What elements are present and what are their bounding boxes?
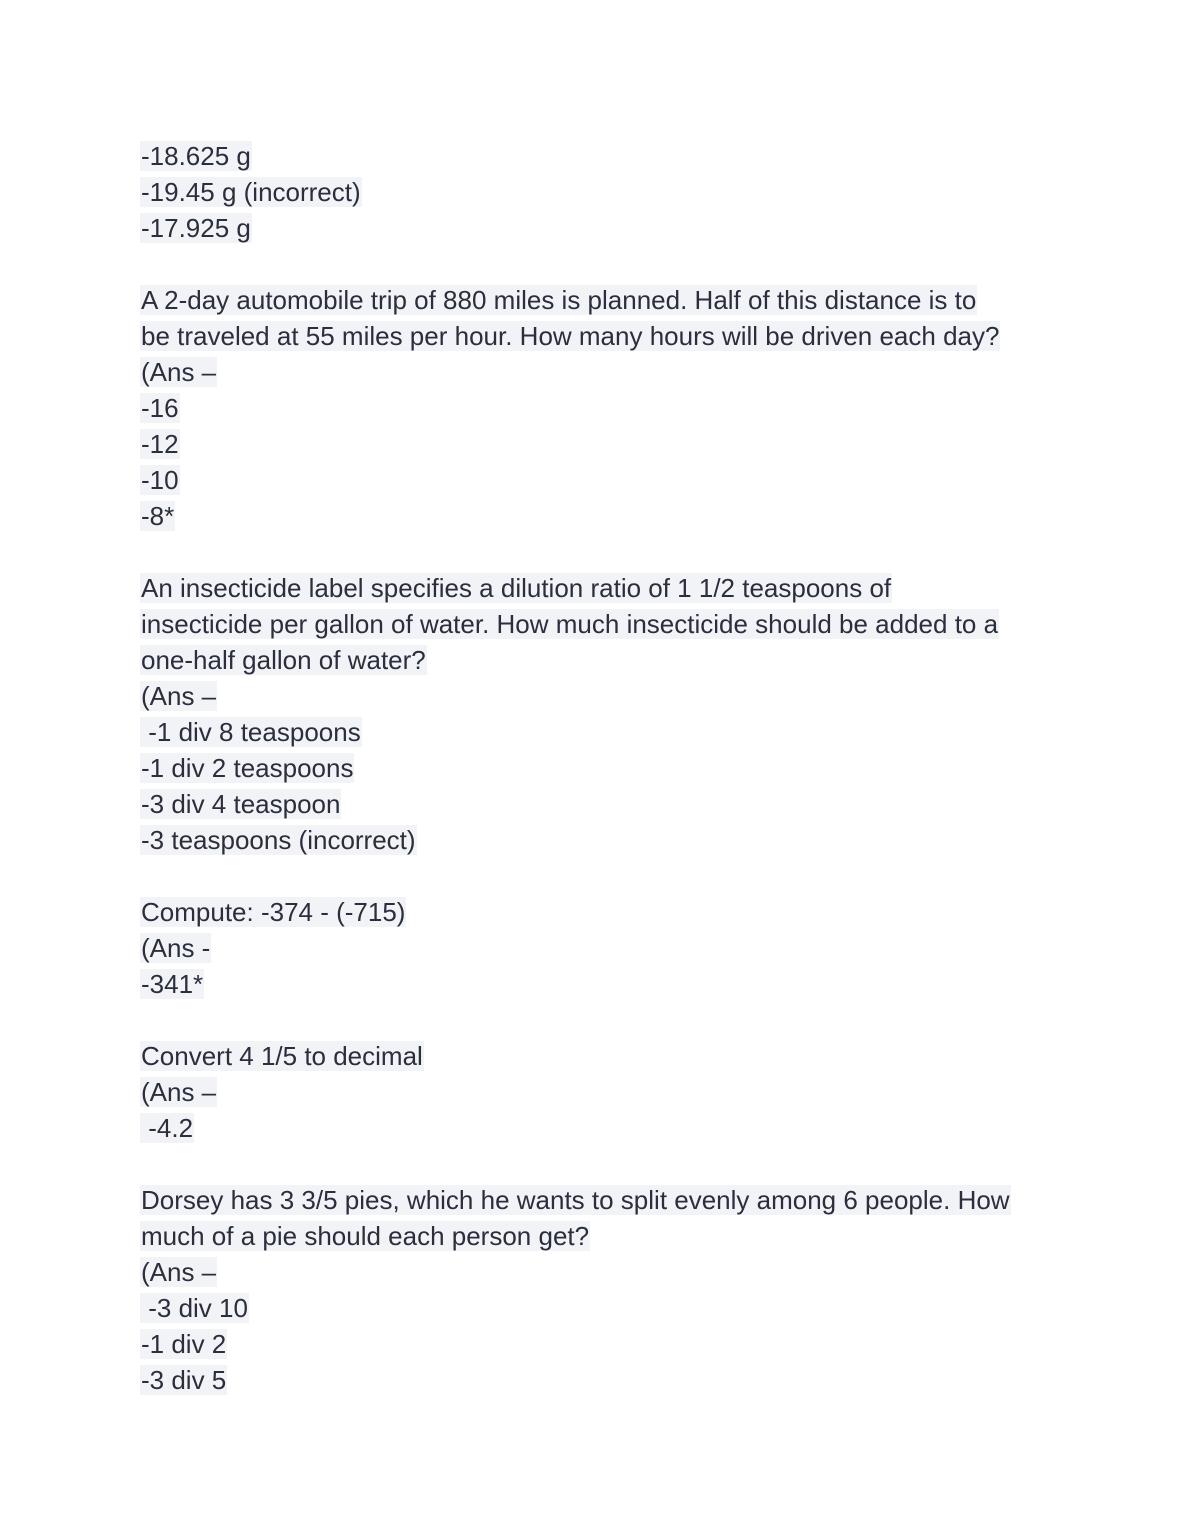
answer-option: -3 div 10 [141, 1293, 248, 1323]
question-text: Dorsey has 3 3/5 pies, which he wants to split evenly among 6 people. How [141, 1185, 1010, 1215]
question-text: much of a pie should each person get? [141, 1221, 590, 1251]
answer-option: -18.625 g [141, 141, 251, 171]
question-text: one-half gallon of water? [141, 645, 426, 675]
answer-option: -8* [141, 501, 175, 531]
answer-option: -12 [141, 429, 179, 459]
answer-label: (Ans – [141, 357, 217, 387]
spacer [140, 534, 1060, 570]
question-text: Compute: -374 - (-715) [141, 897, 406, 927]
answer-option: -1 div 8 teaspoons [141, 717, 361, 747]
answer-label: (Ans – [141, 681, 217, 711]
question-block-2 [140, 282, 1060, 534]
question-block-4 [140, 894, 1060, 1002]
question-block-5 [140, 1038, 1060, 1146]
spacer [140, 246, 1060, 282]
spacer [140, 1002, 1060, 1038]
answer-option: -19.45 g (incorrect) [141, 177, 361, 207]
spacer [140, 858, 1060, 894]
question-text: A 2-day automobile trip of 880 miles is planned. Half of this distance is to [141, 285, 977, 315]
question-text: An insecticide label specifies a dilution ratio of 1 1/2 teaspoons of [141, 573, 892, 603]
answer-option: -3 div 4 teaspoon [141, 789, 341, 819]
question-block-3 [140, 570, 1060, 858]
answer-option: -10 [141, 465, 179, 495]
answer-option: -17.925 g [141, 213, 251, 243]
question-text: insecticide per gallon of water. How much insecticide should be added to a [141, 609, 999, 639]
answer-option: -341* [141, 969, 204, 999]
document-page [140, 138, 1060, 1398]
answer-label: (Ans - [141, 933, 211, 963]
answer-option: -1 div 2 [141, 1329, 227, 1359]
answer-option: -16 [141, 393, 179, 423]
question-text: Convert 4 1/5 to decimal [141, 1041, 423, 1071]
question-block-1 [140, 138, 1060, 246]
spacer [140, 1146, 1060, 1182]
question-block-6 [140, 1182, 1060, 1398]
answer-option: -1 div 2 teaspoons [141, 753, 354, 783]
answer-label: (Ans – [141, 1077, 217, 1107]
answer-option: -3 div 5 [141, 1365, 227, 1395]
answer-option: -4.2 [141, 1113, 194, 1143]
question-text: be traveled at 55 miles per hour. How many hours will be driven each day? [141, 321, 1000, 351]
answer-label: (Ans – [141, 1257, 217, 1287]
answer-option: -3 teaspoons (incorrect) [141, 825, 416, 855]
